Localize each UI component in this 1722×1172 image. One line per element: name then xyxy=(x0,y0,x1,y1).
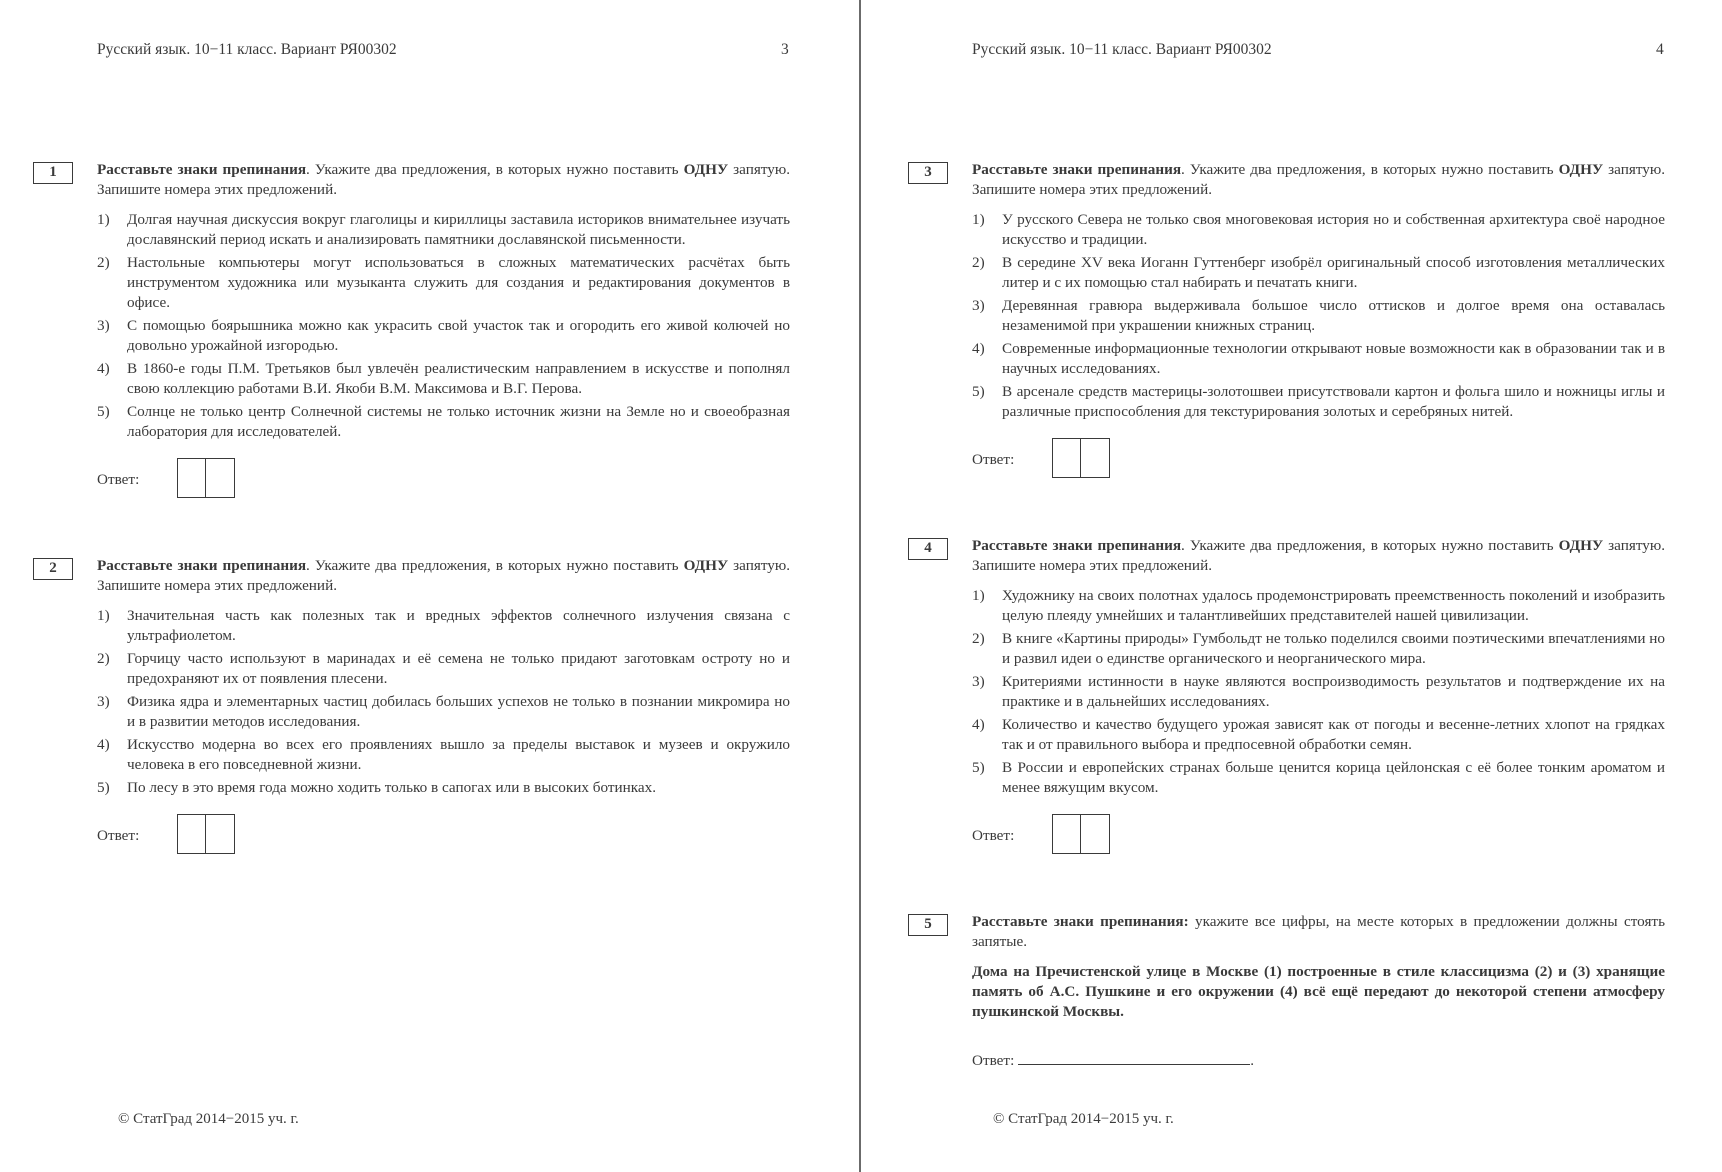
list-item: 2) В книге «Картины природы» Гумбольдт не только поделился своими поэтическими впечатлениями но и развил идеи о единстве органического и неорганического мира. xyxy=(972,630,1665,667)
answer-label: Ответ: xyxy=(972,1052,1015,1069)
answer-boxes[interactable] xyxy=(177,814,235,854)
task-2 xyxy=(33,556,790,856)
answer-line[interactable] xyxy=(1018,1048,1250,1065)
list-item: 3) Критериями истинности в науке являются воспроизводимость результатов и подтверждение их на практике и в дальнейших исследованиях. xyxy=(972,673,1665,710)
list-item: 2) Настольные компьютеры могут использоваться в сложных математических расчётах быть инструментом художника или музыканта служить для создания и редактирования документов в офисе. xyxy=(97,254,790,311)
list-item: 2) Горчицу часто используют в маринадах и её семена не только придают заготовкам остроту но и предохраняют их от появления плесени. xyxy=(97,650,790,687)
answer-row xyxy=(97,458,790,500)
task-number: 1 xyxy=(33,162,73,184)
page-header: Русский язык. 10−11 класс. Вариант РЯ00302 xyxy=(972,41,1272,58)
task-5 xyxy=(908,912,1665,1071)
answer-row xyxy=(97,814,790,856)
page-4 xyxy=(862,0,1722,1172)
list-item: 4) Искусство модерна во всех его проявлениях вышло за пределы выставок и музеев и окружило человека в его повседневной жизни. xyxy=(97,736,790,773)
footer: © СтатГрад 2014−2015 уч. г. xyxy=(118,1111,299,1127)
list-item: 1) Художнику на своих полотнах удалось продемонстрировать преемственность поколений и изобразить целую плеяду умнейших и талантливейших представителей нашей цивилизации. xyxy=(972,587,1665,624)
list-item: 5) По лесу в это время года можно ходить только в сапогах или в высоких ботинках. xyxy=(97,779,657,796)
list-item: 5) В России и европейских странах больше ценится корица цейлонская с её более тонким ароматом и менее вяжущим вкусом. xyxy=(972,759,1665,796)
footer: © СтатГрад 2014−2015 уч. г. xyxy=(993,1111,1174,1127)
list-item: 2) В середине XV века Иоганн Гуттенберг изобрёл оригинальный способ изготовления металлических литер и с их помощью стал набирать и печатать книги. xyxy=(972,254,1665,291)
answer-boxes[interactable] xyxy=(1052,438,1110,478)
answer-label: Ответ: xyxy=(97,827,140,844)
list-item: 3) Деревянная гравюра выдерживала большое число оттисков и долгое время она оставалась незаменимой при украшении книжных страниц. xyxy=(972,297,1665,334)
page-number: 3 xyxy=(781,41,789,58)
task-4 xyxy=(908,536,1665,856)
sentence-list xyxy=(97,606,790,798)
task-instruction: Расставьте знаки препинания: укажите все цифры, на месте которых в предложении должны стоять запятые. xyxy=(972,913,1665,950)
answer-row xyxy=(972,438,1665,480)
list-item: 5) В арсенале средств мастерицы-золотошвеи присутствовали картон и фольга шило и ножницы иглы и различные приспособления для текстурирования золотых и серебряных нитей. xyxy=(972,383,1665,420)
task-instruction: Расставьте знаки препинания. Укажите два предложения, в которых нужно поставить ОДНУ запятую. Запишите номера этих предложений. xyxy=(972,161,1665,198)
list-item: 3) Физика ядра и элементарных частиц добилась больших успехов не только в познании микромира но и в развитии методов исследования. xyxy=(97,693,790,730)
list-item: 3) С помощью боярышника можно как украсить свой участок так и огородить его живой колючей но довольно урожайной изгородью. xyxy=(97,317,790,354)
answer-boxes[interactable] xyxy=(1052,814,1110,854)
answer-label: Ответ: xyxy=(972,451,1015,468)
list-item: 1) У русского Севера не только своя многовековая история но и собственная архитектура своё народное искусство и традиции. xyxy=(972,211,1665,248)
task-number: 5 xyxy=(908,914,948,936)
answer-box[interactable] xyxy=(206,458,235,498)
list-item: 1) Долгая научная дискуссия вокруг глаголицы и кириллицы заставила историков внимательнее изучать дославянский период искать и анализировать памятники дославянской письменности. xyxy=(97,211,790,248)
answer-row: Ответ: . xyxy=(972,1048,1665,1071)
list-item: 5) Солнце не только центр Солнечной системы не только источник жизни на Земле но и своеобразная лаборатория для исследователей. xyxy=(97,403,790,440)
task-3 xyxy=(908,160,1665,480)
sentence-list xyxy=(972,586,1665,798)
task-1 xyxy=(33,160,790,500)
list-item: 4) В 1860-е годы П.М. Третьяков был увлечён реалистическим направлением в искусстве и пополнял свою коллекцию работами В.И. Якоби В.М. Максимова и В.Г. Перова. xyxy=(97,360,790,397)
sentence-list xyxy=(97,210,790,442)
list-item: 4) Современные информационные технологии открывают новые возможности как в образовании так и в научных исследованиях. xyxy=(972,340,1665,377)
answer-box[interactable] xyxy=(177,814,206,854)
list-item: 4) Количество и качество будущего урожая зависят как от погоды и весенне-летних хлопот на грядках так и от правильного выбора и предпосевной обработки семян. xyxy=(972,716,1665,753)
page-3 xyxy=(0,0,860,1172)
sentence-list xyxy=(972,210,1665,422)
answer-box[interactable] xyxy=(1052,814,1081,854)
page-header: Русский язык. 10−11 класс. Вариант РЯ00302 xyxy=(97,41,397,58)
task-instruction: Расставьте знаки препинания. Укажите два предложения, в которых нужно поставить ОДНУ запятую. Запишите номера этих предложений. xyxy=(972,537,1665,574)
task-number: 4 xyxy=(908,538,948,560)
answer-label: Ответ: xyxy=(97,471,140,488)
task-number: 3 xyxy=(908,162,948,184)
page-divider xyxy=(859,0,861,1172)
task-sentence: Дома на Пречистенской улице в Москве (1) построенные в стиле классицизма (2) и (3) хранящие память об А.С. Пушкине и его окружении (4) всё ещё передают до некоторой степени атмосферу пушкинской Москвы. xyxy=(972,963,1665,1020)
answer-box[interactable] xyxy=(206,814,235,854)
answer-box[interactable] xyxy=(1081,814,1110,854)
answer-label: Ответ: xyxy=(972,827,1015,844)
page-number: 4 xyxy=(1656,41,1664,58)
task-number: 2 xyxy=(33,558,73,580)
answer-box[interactable] xyxy=(177,458,206,498)
task-instruction: Расставьте знаки препинания. Укажите два предложения, в которых нужно поставить ОДНУ запятую. Запишите номера этих предложений. xyxy=(97,557,790,594)
answer-row xyxy=(972,814,1665,856)
answer-box[interactable] xyxy=(1081,438,1110,478)
answer-boxes[interactable] xyxy=(177,458,235,498)
task-instruction: Расставьте знаки препинания. Укажите два предложения, в которых нужно поставить ОДНУ запятую. Запишите номера этих предложений. xyxy=(97,161,790,198)
answer-box[interactable] xyxy=(1052,438,1081,478)
list-item: 1) Значительная часть как полезных так и вредных эффектов солнечного излучения связана с ультрафиолетом. xyxy=(97,607,790,644)
